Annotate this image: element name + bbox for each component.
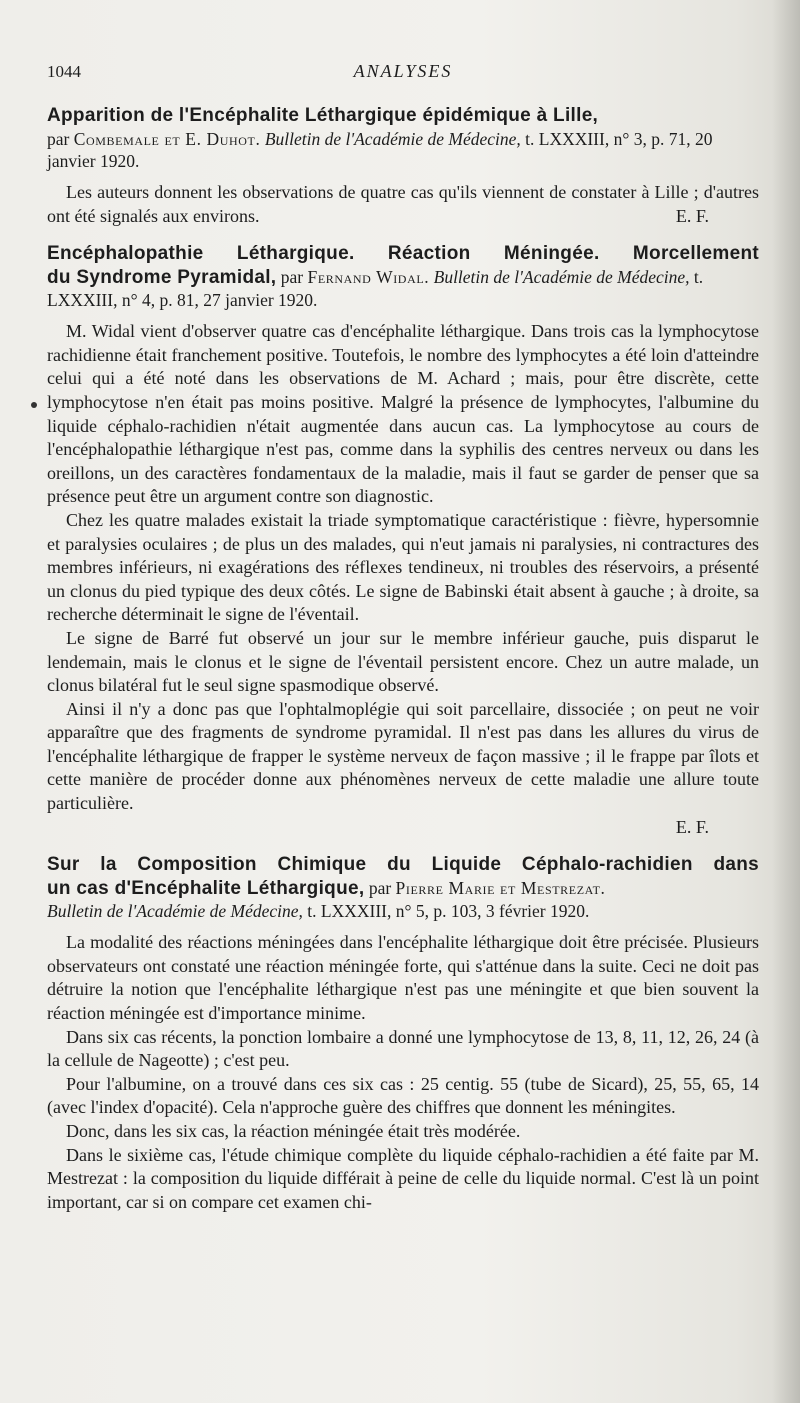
- citation-journal: Bulletin de l'Académie de Médecine,: [429, 267, 690, 288]
- citation-prefix: par: [276, 267, 308, 288]
- article-paragraph: Pour l'albumine, on a trouvé dans ces six cas : 25 centig. 55 (tube de Sicard), 25, 55, 65, 14 (avec l'index d'opacité). Cela n'approche guère des chiffres que donnent les méningites.: [47, 1073, 759, 1118]
- page-header: [47, 62, 759, 88]
- page-content: [47, 104, 759, 1222]
- article-paragraph: Donc, dans les six cas, la réaction méningée était très modérée.: [66, 1121, 521, 1141]
- page-number: 1044: [47, 62, 81, 81]
- article-citation: [47, 877, 759, 922]
- article-title: Sur la Composition Chimique du Liquide Céphalo-rachidien dans: [47, 854, 759, 876]
- citation-prefix: par: [364, 878, 396, 899]
- citation-reference: t. LXXXIII, n° 4, p. 81, 27 janvier 1920.: [47, 267, 704, 311]
- article-signature: E. F.: [675, 816, 709, 837]
- article-paragraph: La modalité des réactions méningées dans l'encéphalite léthargique doit être précisée. Plusieurs observateurs ont constaté une réaction méningée forte, qui s'atténue dans la suite. Ceci ne doit pas détruire la notion que l'encéphalite léthargique n'est pas une méningite et que bien souvent la réaction méningée est d'importance minime.: [47, 932, 759, 1024]
- article-paragraph: Chez les quatre malades existait la triade symptomatique caractéristique : fièvre, hypersomnie et paralysies oculaires ; de plus un des malades, qui n'eut jamais ni paralysies, ni contractures des membres inférieurs, ni exagérations des réflexes tendineux, ni troubles des réservoirs, a présenté un clonus du pied typique des deux côtés. Le signe de Babinski était absent à gauche ; à droite, sa recherche déterminait le signe de l'éventail.: [47, 509, 759, 625]
- citation-reference: t. LXXXIII, n° 5, p. 103, 3 février 1920.: [302, 901, 590, 922]
- article-citation: [47, 266, 759, 311]
- article-paragraph: M. Widal vient d'observer quatre cas d'encéphalite léthargique. Dans trois cas la lymphocytose rachidienne était franchement positive. Toutefois, le nombre des lymphocytes a été loin d'atteindre celui qui a été noté dans les observations de M. Achard ; mais, pour être discrète, cette lymphocytose n'en était pas moins positive. Malgré la présence de lymphocytes, l'albumine du liquide céphalo-rachidien n'était augmentée dans aucun cas. La lymphocytose au cours de l'encéphalopathie léthargique n'est pas, comme dans la syphilis des centres nerveux ou dans les oreillons, un des caractères fondamentaux de la maladie, mais il faut se garder de penser que sa présence peut être un argument contre son diagnostic.: [47, 321, 759, 507]
- citation-authors: Combemale et E. Duhot.: [73, 129, 261, 149]
- article-paragraph: Dans le sixième cas, l'étude chimique complète du liquide céphalo-rachidien a été faite par M. Mestrezat : la composition du liquide différait à peine de celle du liquide normal. C'est là un point important, car si on compare cet examen chi-: [47, 1144, 759, 1212]
- article-title: Encéphalopathie Léthargique. Réaction Méningée. Morcellement: [47, 243, 759, 265]
- article-1: [47, 104, 759, 228]
- article-paragraph: Dans six cas récents, la ponction lombaire a donné une lymphocytose de 13, 8, 11, 12, 26, 24 (à la cellule de Nageotte) ; c'est peu.: [47, 1026, 759, 1071]
- article-paragraph: Ainsi il n'y a donc pas que l'ophtalmoplégie qui soit parcellaire, dissociée ; on peut ne voir apparaître que des fragments de syndrome pyramidal. Il n'est pas dans les allures du virus de l'encéphalite léthargique de frapper le système nerveux de façon massive ; il le frappe par îlots et cette manière de procéder donne aux phénomènes nerveux de cette maladie une allure toute particulière.: [47, 698, 759, 814]
- article-2: [47, 242, 759, 839]
- running-head: ANALYSES: [353, 61, 453, 81]
- citation-authors: Pierre Marie et Mestrezat.: [395, 878, 606, 899]
- article-citation: [47, 128, 759, 172]
- citation-reference: t. LXXXIII, n° 3, p. 71, 20 janvier 1920.: [47, 129, 713, 171]
- citation-authors: Fernand Widal.: [307, 267, 430, 288]
- page-edge-shadow: [772, 0, 800, 1403]
- article-title-continued: un cas d'Encéphalite Léthargique,: [47, 878, 365, 900]
- margin-dot: [31, 402, 37, 408]
- paragraph-text: Les auteurs donnent les observations de quatre cas qu'ils viennent de constater à Lille ; d'autres ont été signalés aux environs.: [47, 182, 759, 226]
- article-paragraph: Le signe de Barré fut observé un jour sur le membre inférieur gauche, puis disparut le lendemain, mais le clonus et le signe de l'éventail persistent encore. Chez un autre malade, un clonus bilatéral fut le seul signe spasmodique observé.: [47, 627, 759, 696]
- citation-journal: Bulletin de l'Académie de Médecine,: [47, 901, 303, 922]
- article-3: [47, 853, 759, 1214]
- article-title-continued: du Syndrome Pyramidal,: [47, 267, 277, 289]
- article-title: Apparition de l'Encéphalite Léthargique épidémique à Lille,: [47, 105, 599, 126]
- citation-journal: Bulletin de l'Académie de Médecine,: [260, 129, 521, 149]
- citation-prefix: par: [47, 129, 74, 149]
- article-paragraph: [47, 181, 759, 228]
- article-signature: E. F.: [675, 205, 709, 226]
